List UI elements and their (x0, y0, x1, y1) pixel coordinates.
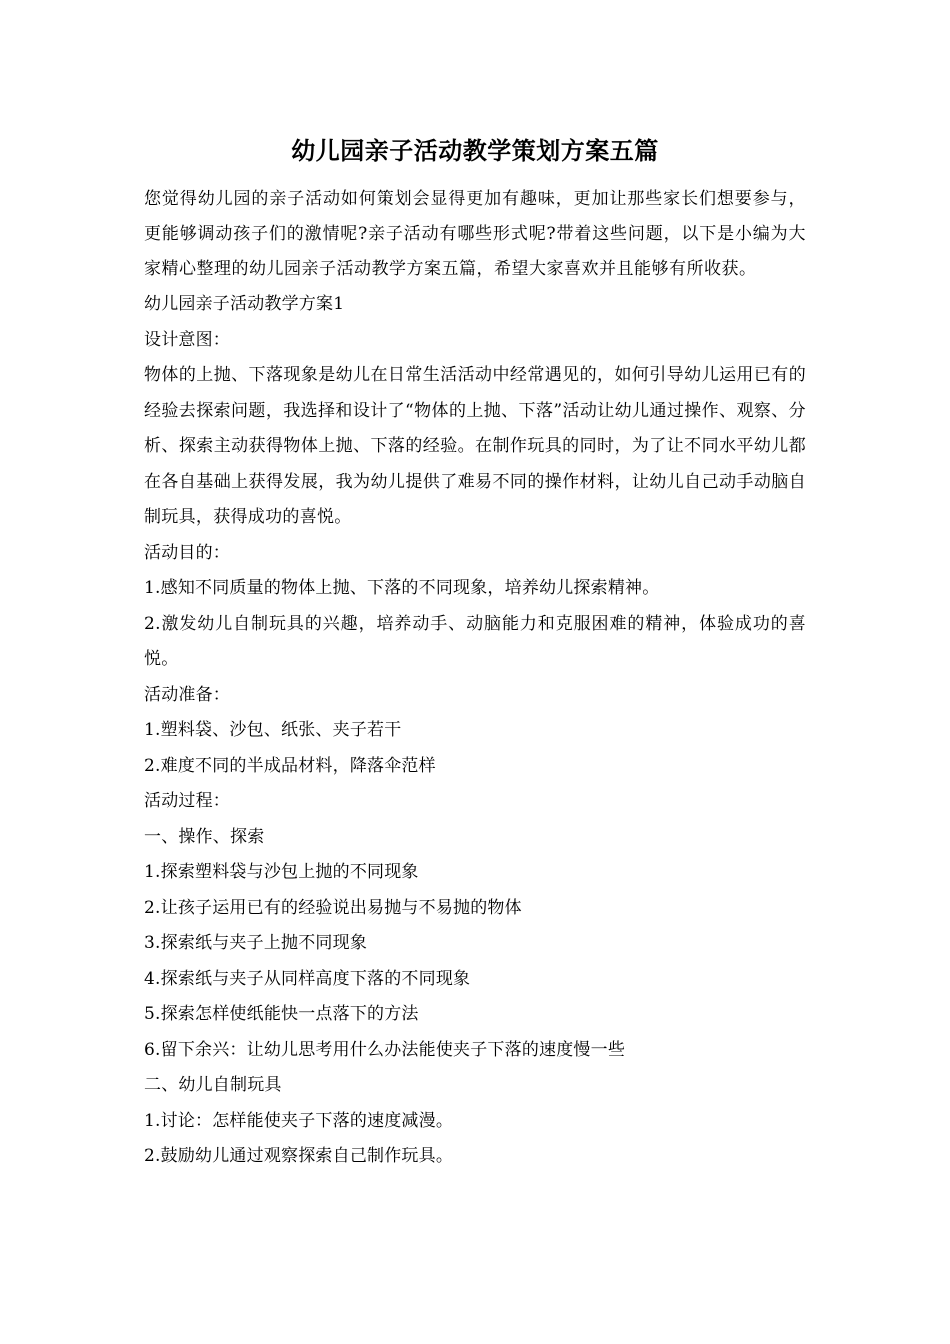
step-item: 1.探索塑料袋与沙包上抛的不同现象 (144, 862, 419, 882)
prep-heading: 活动准备： (144, 684, 230, 705)
intro-paragraph: 您觉得幼儿园的亲子活动如何策划会显得更加有趣味，更加让那些家长们想要参与，更能够调动孩子们的激情呢?亲子活动有哪些形式呢?带着这些问题，以下是小编为大家精心整理的幼儿园亲子活动教学方案五篇，希望大家喜欢并且能够有所收获。 (144, 189, 806, 279)
sub-item: 2.鼓励幼儿通过观察探索自己制作玩具。 (144, 1146, 454, 1166)
document-body (144, 182, 806, 1175)
section-heading: 一、操作、探索 (144, 826, 265, 847)
goals-heading: 活动目的： (144, 542, 230, 563)
section-heading: 二、幼儿自制玩具 (144, 1075, 282, 1095)
design-heading: 设计意图： (144, 329, 230, 350)
goal-item: 1.感知不同质量的物体上抛、下落的不同现象，培养幼儿探索精神。 (144, 578, 660, 598)
step-item: 5.探索怎样使纸能快一点落下的方法 (144, 1004, 419, 1024)
process-heading: 活动过程： (144, 791, 230, 811)
step-item: 3.探索纸与夹子上抛不同现象 (144, 933, 368, 953)
step-item: 2.让孩子运用已有的经验说出易抛与不易抛的物体 (144, 897, 522, 918)
prep-item: 1.塑料袋、沙包、纸张、夹子若干 (144, 720, 402, 740)
goal-item: 2.激发幼儿自制玩具的兴趣，培养动手、动脑能力和克服困难的精神，体验成功的喜悦。 (144, 613, 806, 669)
sub-item: 1.讨论：怎样能使夹子下落的速度减漫。 (144, 1110, 454, 1131)
design-paragraph: 物体的上抛、下落现象是幼儿在日常生活活动中经常遇见的，如何引导幼儿运用已有的经验去探索问题，我选择和设计了“物体的上抛、下落”活动让幼儿通过操作、观察、分析、探索主动获得物体上抛、下落的经验。在制作玩具的同时，为了让不同水平幼儿都在各自基础上获得发展，我为幼儿提供了难易不同的操作材料，让幼儿自己动手动脑自制玩具，获得成功的喜悦。 (144, 365, 806, 527)
prep-item: 2.难度不同的半成品材料，降落伞范样 (144, 755, 436, 776)
plan-heading: 幼儿园亲子活动教学方案1 (144, 294, 345, 314)
document-title: 幼儿园亲子活动教学策划方案五篇 (291, 136, 659, 165)
step-item: 6.留下余兴：让幼儿思考用什么办法能使夹子下落的速度慢一些 (144, 1039, 626, 1060)
step-item: 4.探索纸与夹子从同样高度下落的不同现象 (144, 968, 471, 989)
